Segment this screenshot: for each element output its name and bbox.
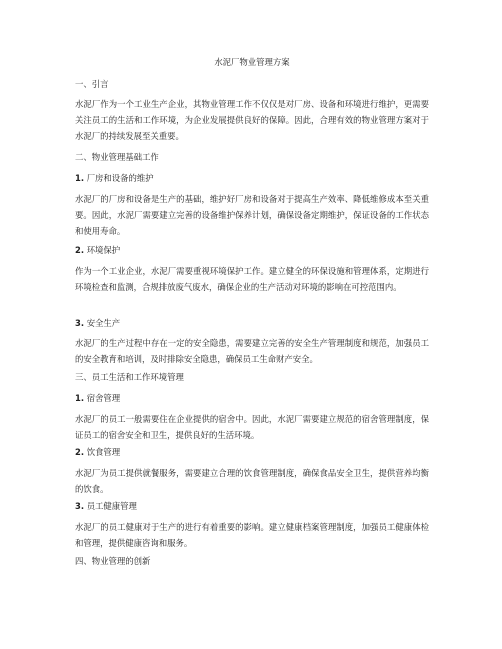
dormitory-paragraph: 水泥厂的员工一般需要住在企业提供的宿舍中。因此，水泥厂需要建立规范的宿舍管理制度，保证员工的宿舍安全和卫生，提供良好的生活环境。 <box>75 414 429 440</box>
environment-paragraph: 作为一个工业企业，水泥厂需要重视环境保护工作。建立健全的环保设施和管理体系，定期进行环境检查和监测，合规排放废气废水，确保企业的生产活动对环境的影响在可控范围内。 <box>75 266 429 292</box>
subheading-number: 2. <box>75 447 85 457</box>
section-heading-staff: 三、员工生活和工作环境管理 <box>75 372 184 382</box>
subheading-number: 1. <box>75 173 85 183</box>
health-paragraph: 水泥厂的员工健康对于生产的进行有着重要的影响。建立健康档案管理制度，加强员工健康体检和管理，提供健康咨询和服务。 <box>75 522 429 548</box>
subheading-label: 员工健康管理 <box>86 501 137 511</box>
subheading-number: 3. <box>75 501 85 511</box>
subheading-label: 厂房和设备的维护 <box>86 173 154 183</box>
catering-paragraph: 水泥厂为员工提供就餐服务，需要建立合理的饮食管理制度，确保食品安全卫生，提供营养均衡的饮食。 <box>75 468 429 494</box>
subheading-number: 1. <box>75 393 85 403</box>
subheading-number: 3. <box>75 318 85 328</box>
intro-paragraph: 水泥厂作为一个工业生产企业，其物业管理工作不仅仅是对厂房、设备和环境进行维护，更需要关注员工的生活和工作环境，为企业发展提供良好的保障。因此，合理有效的物业管理方案对于水泥厂的持续发展至关重要。 <box>75 99 429 141</box>
subheading-facility-maintenance <box>75 170 429 186</box>
subheading-number: 2. <box>75 245 85 255</box>
section-heading-innovation: 四、物业管理的创新 <box>75 556 151 566</box>
document-title: 水泥厂物业管理方案 <box>214 57 290 67</box>
subheading-safety <box>75 315 429 331</box>
subheading-dormitory <box>75 390 429 406</box>
subheading-environment <box>75 242 429 258</box>
subheading-catering <box>75 444 429 460</box>
section-heading-intro: 一、引言 <box>75 79 109 89</box>
subheading-label: 环境保护 <box>86 245 121 255</box>
subheading-label: 安全生产 <box>86 318 121 328</box>
safety-paragraph: 水泥厂的生产过程中存在一定的安全隐患，需要建立完善的安全生产管理制度和规范，加强员工的安全教育和培训，及时排除安全隐患，确保员工生命财产安全。 <box>75 338 429 364</box>
subheading-health <box>75 498 429 514</box>
subheading-label: 宿舍管理 <box>86 393 121 403</box>
subheading-label: 饮食管理 <box>86 447 121 457</box>
facility-maintenance-paragraph: 水泥厂的厂房和设备是生产的基础，维护好厂房和设备对于提高生产效率、降低维修成本至关重要。因此，水泥厂需要建立完善的设备维护保养计划，确保设备定期维护，保证设备的工作状态和使用寿命。 <box>75 194 429 236</box>
section-heading-basics: 二、物业管理基础工作 <box>75 152 159 162</box>
